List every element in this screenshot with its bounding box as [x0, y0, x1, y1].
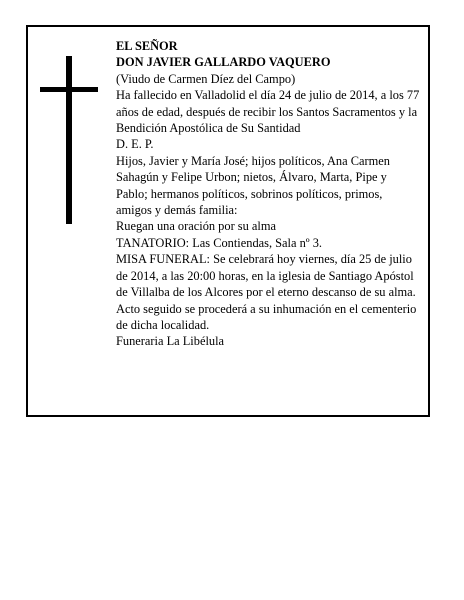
title-line: EL SEÑOR: [116, 39, 178, 53]
prayer-request: Ruegan una oración por su alma: [116, 219, 276, 234]
deceased-name: DON JAVIER GALLARDO VAQUERO: [116, 55, 331, 70]
funeral-home-line: TANATORIO: Las Contiendas, Sala nº 3.: [116, 235, 323, 250]
death-paragraph: Ha fallecido en Valladolid el día 24 de julio de 2014, a los 77 años de edad, después de recibir los Santos Sacramentos y la Bendición Apostólica de Su Santidad: [116, 88, 420, 136]
obituary-notice-frame: [26, 25, 430, 417]
family-paragraph: Hijos, Javier y María José; hijos políticos, Ana Carmen Sahagún y Felipe Urbon; nietos, Álvaro, Marta, Pipe y Pablo; hermanos políticos, sobrinos políticos, primos, amigos y demás familia:: [116, 153, 390, 218]
rip-line: D. E. P.: [116, 137, 154, 152]
widower-line: (Viudo de Carmen Díez del Campo): [116, 71, 296, 86]
undertaker-line: Funeraria La Libélula: [116, 334, 225, 349]
cross-icon: [40, 56, 98, 224]
cross-horizontal-bar: [40, 87, 98, 92]
cross-vertical-bar: [66, 56, 72, 224]
mass-paragraph: MISA FUNERAL: Se celebrará hoy viernes, día 25 de julio de 2014, a las 20:00 horas, en la iglesia de Santiago Apóstol de Villalba de los Alcores por el eterno descanso de su alma. Acto seguido se procederá a su inhumación en el cementerio de dicha localidad.: [116, 252, 417, 332]
obituary-text: [116, 38, 421, 350]
